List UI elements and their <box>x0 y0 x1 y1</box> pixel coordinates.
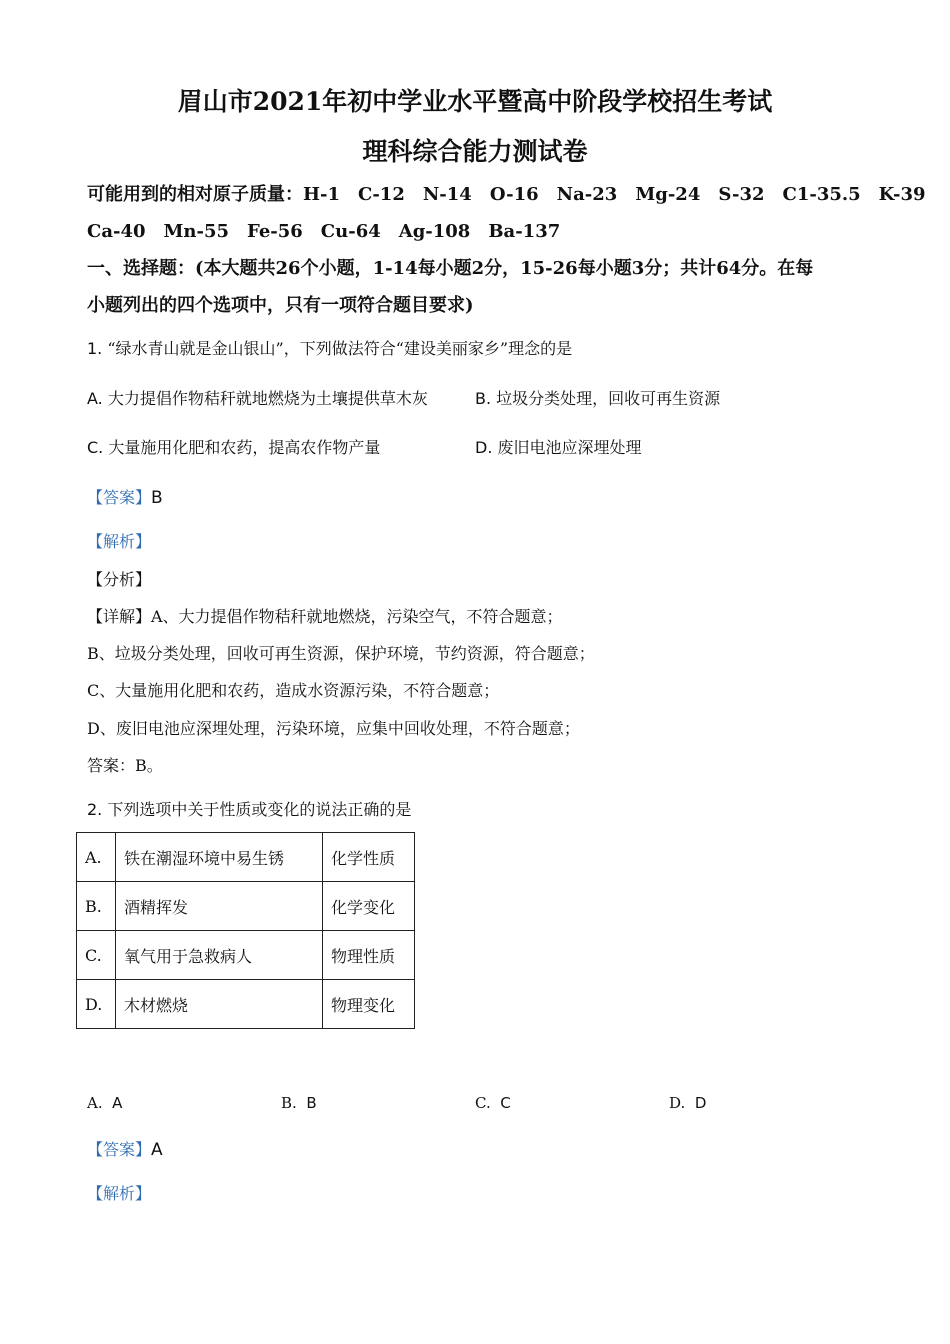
table-cell: B. <box>77 882 116 931</box>
option-letter: C. <box>87 438 104 457</box>
answer-value: A <box>151 1140 163 1160</box>
table-cell: 铁在潮湿环境中易生锈 <box>116 833 323 882</box>
q1-analysis-tag: 【解析】 <box>87 532 152 551</box>
q2-analysis-tag: 【解析】 <box>87 1184 152 1203</box>
q1-detail-line: C、大量施用化肥和农药，造成水资源污染，不符合题意； <box>87 681 500 700</box>
question-2-stem <box>87 797 411 820</box>
section-heading-line2: 小题列出的四个选项中，只有一项符合题目要求) <box>87 295 474 316</box>
q1-option-d[interactable] <box>475 435 642 458</box>
option-text: 大力提倡作物秸秆就地燃烧为土壤提供草木灰 <box>107 389 428 408</box>
q2-answer <box>87 1137 163 1160</box>
table-cell: 木材燃烧 <box>116 980 323 1029</box>
question-number: 2. <box>87 800 103 819</box>
choice-text: D <box>694 1094 707 1112</box>
choice-text: C <box>500 1094 511 1112</box>
q2-choice-b[interactable] <box>281 1094 317 1112</box>
question-text: “绿水青山就是金山银山”，下列做法符合“建设美丽家乡”理念的是 <box>107 339 573 358</box>
option-letter: D. <box>475 438 493 457</box>
choice-letter: A. <box>87 1094 103 1112</box>
table-cell: 物理变化 <box>323 980 415 1029</box>
table-cell: 酒精挥发 <box>116 882 323 931</box>
table-cell: D. <box>77 980 116 1029</box>
table-cell: 化学性质 <box>323 833 415 882</box>
choice-letter: B. <box>281 1094 297 1112</box>
q2-choice-a[interactable] <box>87 1094 122 1112</box>
table-cell: 物理性质 <box>323 931 415 980</box>
q1-option-c[interactable] <box>87 435 380 458</box>
table-cell: A. <box>77 833 116 882</box>
choice-text: A <box>112 1094 123 1112</box>
table-row <box>77 931 415 980</box>
q1-detail-line: 【详解】A、大力提倡作物秸秆就地燃烧，污染空气，不符合题意； <box>87 607 563 626</box>
question-1-stem <box>87 336 572 359</box>
q2-choice-d[interactable] <box>669 1094 706 1112</box>
option-text: 垃圾分类处理，回收可再生资源 <box>496 389 721 408</box>
table-cell: C. <box>77 931 116 980</box>
answer-value: B <box>151 488 163 508</box>
table-row <box>77 882 415 931</box>
choice-letter: C. <box>475 1094 491 1112</box>
table-row <box>77 833 415 882</box>
option-letter: A. <box>87 389 103 408</box>
question-text: 下列选项中关于性质或变化的说法正确的是 <box>107 800 412 819</box>
choice-letter: D. <box>669 1094 686 1112</box>
answer-tag: 【答案】 <box>87 1140 152 1159</box>
q1-option-a[interactable] <box>87 386 428 409</box>
q1-fenxi: 【分析】 <box>87 570 152 589</box>
q1-detail-line: B、垃圾分类处理，回收可再生资源，保护环境，节约资源，符合题意； <box>87 644 595 663</box>
q2-options-table <box>76 832 415 1029</box>
atomic-masses-line1: 可能用到的相对原子质量：H-1 C-12 N-14 O-16 Na-23 Mg-24 S-32 C1-35.5 K-39 <box>87 184 926 205</box>
q1-detail-line: D、废旧电池应深埋处理，污染环境，应集中回收处理，不符合题意； <box>87 719 580 738</box>
q1-option-b[interactable] <box>475 386 720 409</box>
question-number: 1. <box>87 339 103 358</box>
table-row <box>77 980 415 1029</box>
q2-choice-c[interactable] <box>475 1094 511 1112</box>
page-title: 眉山市2021年初中学业水平暨高中阶段学校招生考试 <box>177 87 773 116</box>
page-subtitle: 理科综合能力测试卷 <box>362 137 588 166</box>
table-cell: 氧气用于急救病人 <box>116 931 323 980</box>
table-cell: 化学变化 <box>323 882 415 931</box>
option-letter: B. <box>475 389 492 408</box>
q1-detail-line: 答案：B。 <box>87 756 163 775</box>
q1-answer <box>87 485 163 508</box>
option-text: 废旧电池应深埋处理 <box>497 438 642 457</box>
section-heading-line1: 一、选择题：(本大题共26个小题，1-14每小题2分，15-26每小题3分；共计64分。在每 <box>87 258 814 279</box>
choice-text: B <box>306 1094 317 1112</box>
option-text: 大量施用化肥和农药，提高农作物产量 <box>108 438 381 457</box>
answer-tag: 【答案】 <box>87 488 152 507</box>
atomic-masses-line2: Ca-40 Mn-55 Fe-56 Cu-64 Ag-108 Ba-137 <box>87 221 561 242</box>
